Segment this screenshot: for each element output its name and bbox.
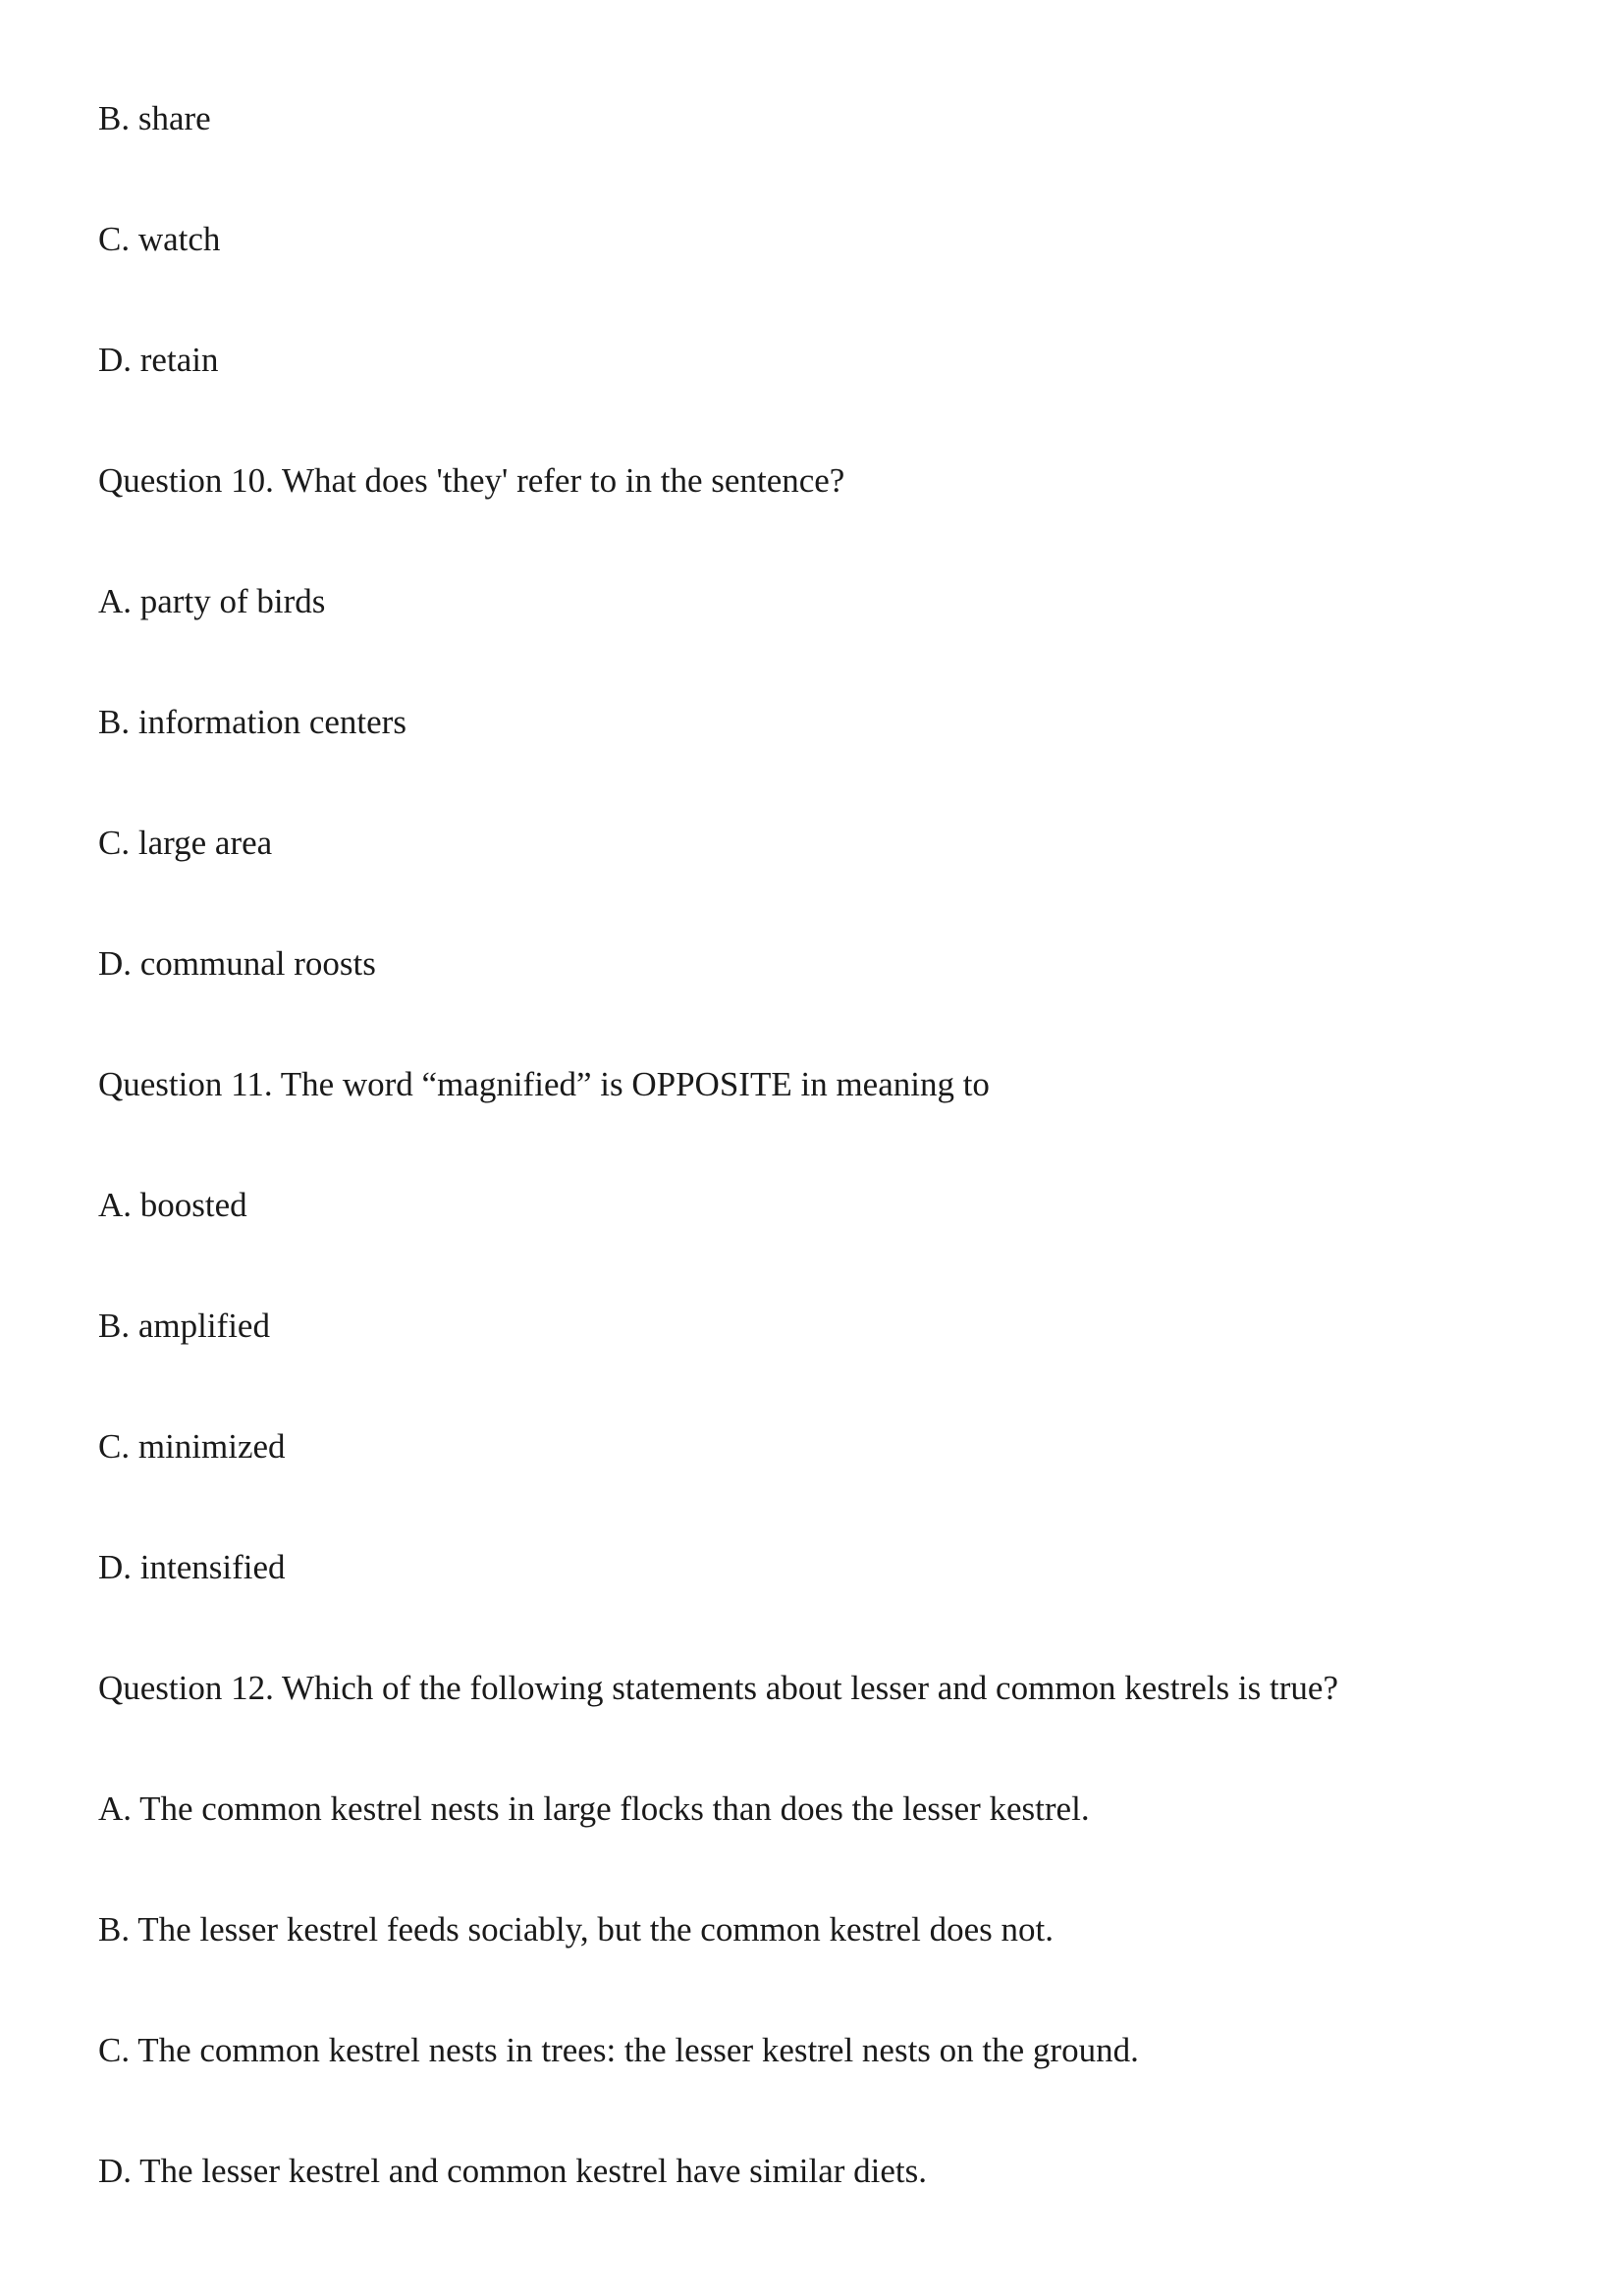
q11-option-d: D. intensified xyxy=(98,1548,286,1586)
q10-option-d: D. communal roosts xyxy=(98,944,376,983)
q12-option-a: A. The common kestrel nests in large flocks than does the lesser kestrel. xyxy=(98,1789,1090,1828)
q12-option-c: C. The common kestrel nests in trees: the lesser kestrel nests on the ground. xyxy=(98,2031,1139,2069)
q11-option-a: A. boosted xyxy=(98,1186,247,1224)
q10-option-c: C. large area xyxy=(98,824,273,862)
q11-option-c: C. minimized xyxy=(98,1427,286,1466)
question-12-prompt: Question 12. Which of the following statements about lesser and common kestrels is true? xyxy=(98,1669,1338,1707)
q12-option-b: B. The lesser kestrel feeds sociably, but the common kestrel does not. xyxy=(98,1910,1054,1949)
q9-option-c: C. watch xyxy=(98,220,221,258)
q12-option-d: D. The lesser kestrel and common kestrel have similar diets. xyxy=(98,2152,927,2190)
q11-option-b: B. amplified xyxy=(98,1307,270,1345)
q9-option-d: D. retain xyxy=(98,341,219,379)
q10-option-a: A. party of birds xyxy=(98,582,326,620)
question-11-prompt: Question 11. The word “magnified” is OPPOSITE in meaning to xyxy=(98,1065,990,1103)
q9-option-b: B. share xyxy=(98,99,211,137)
q10-option-b: B. information centers xyxy=(98,703,406,741)
question-10-prompt: Question 10. What does 'they' refer to in the sentence? xyxy=(98,461,845,500)
